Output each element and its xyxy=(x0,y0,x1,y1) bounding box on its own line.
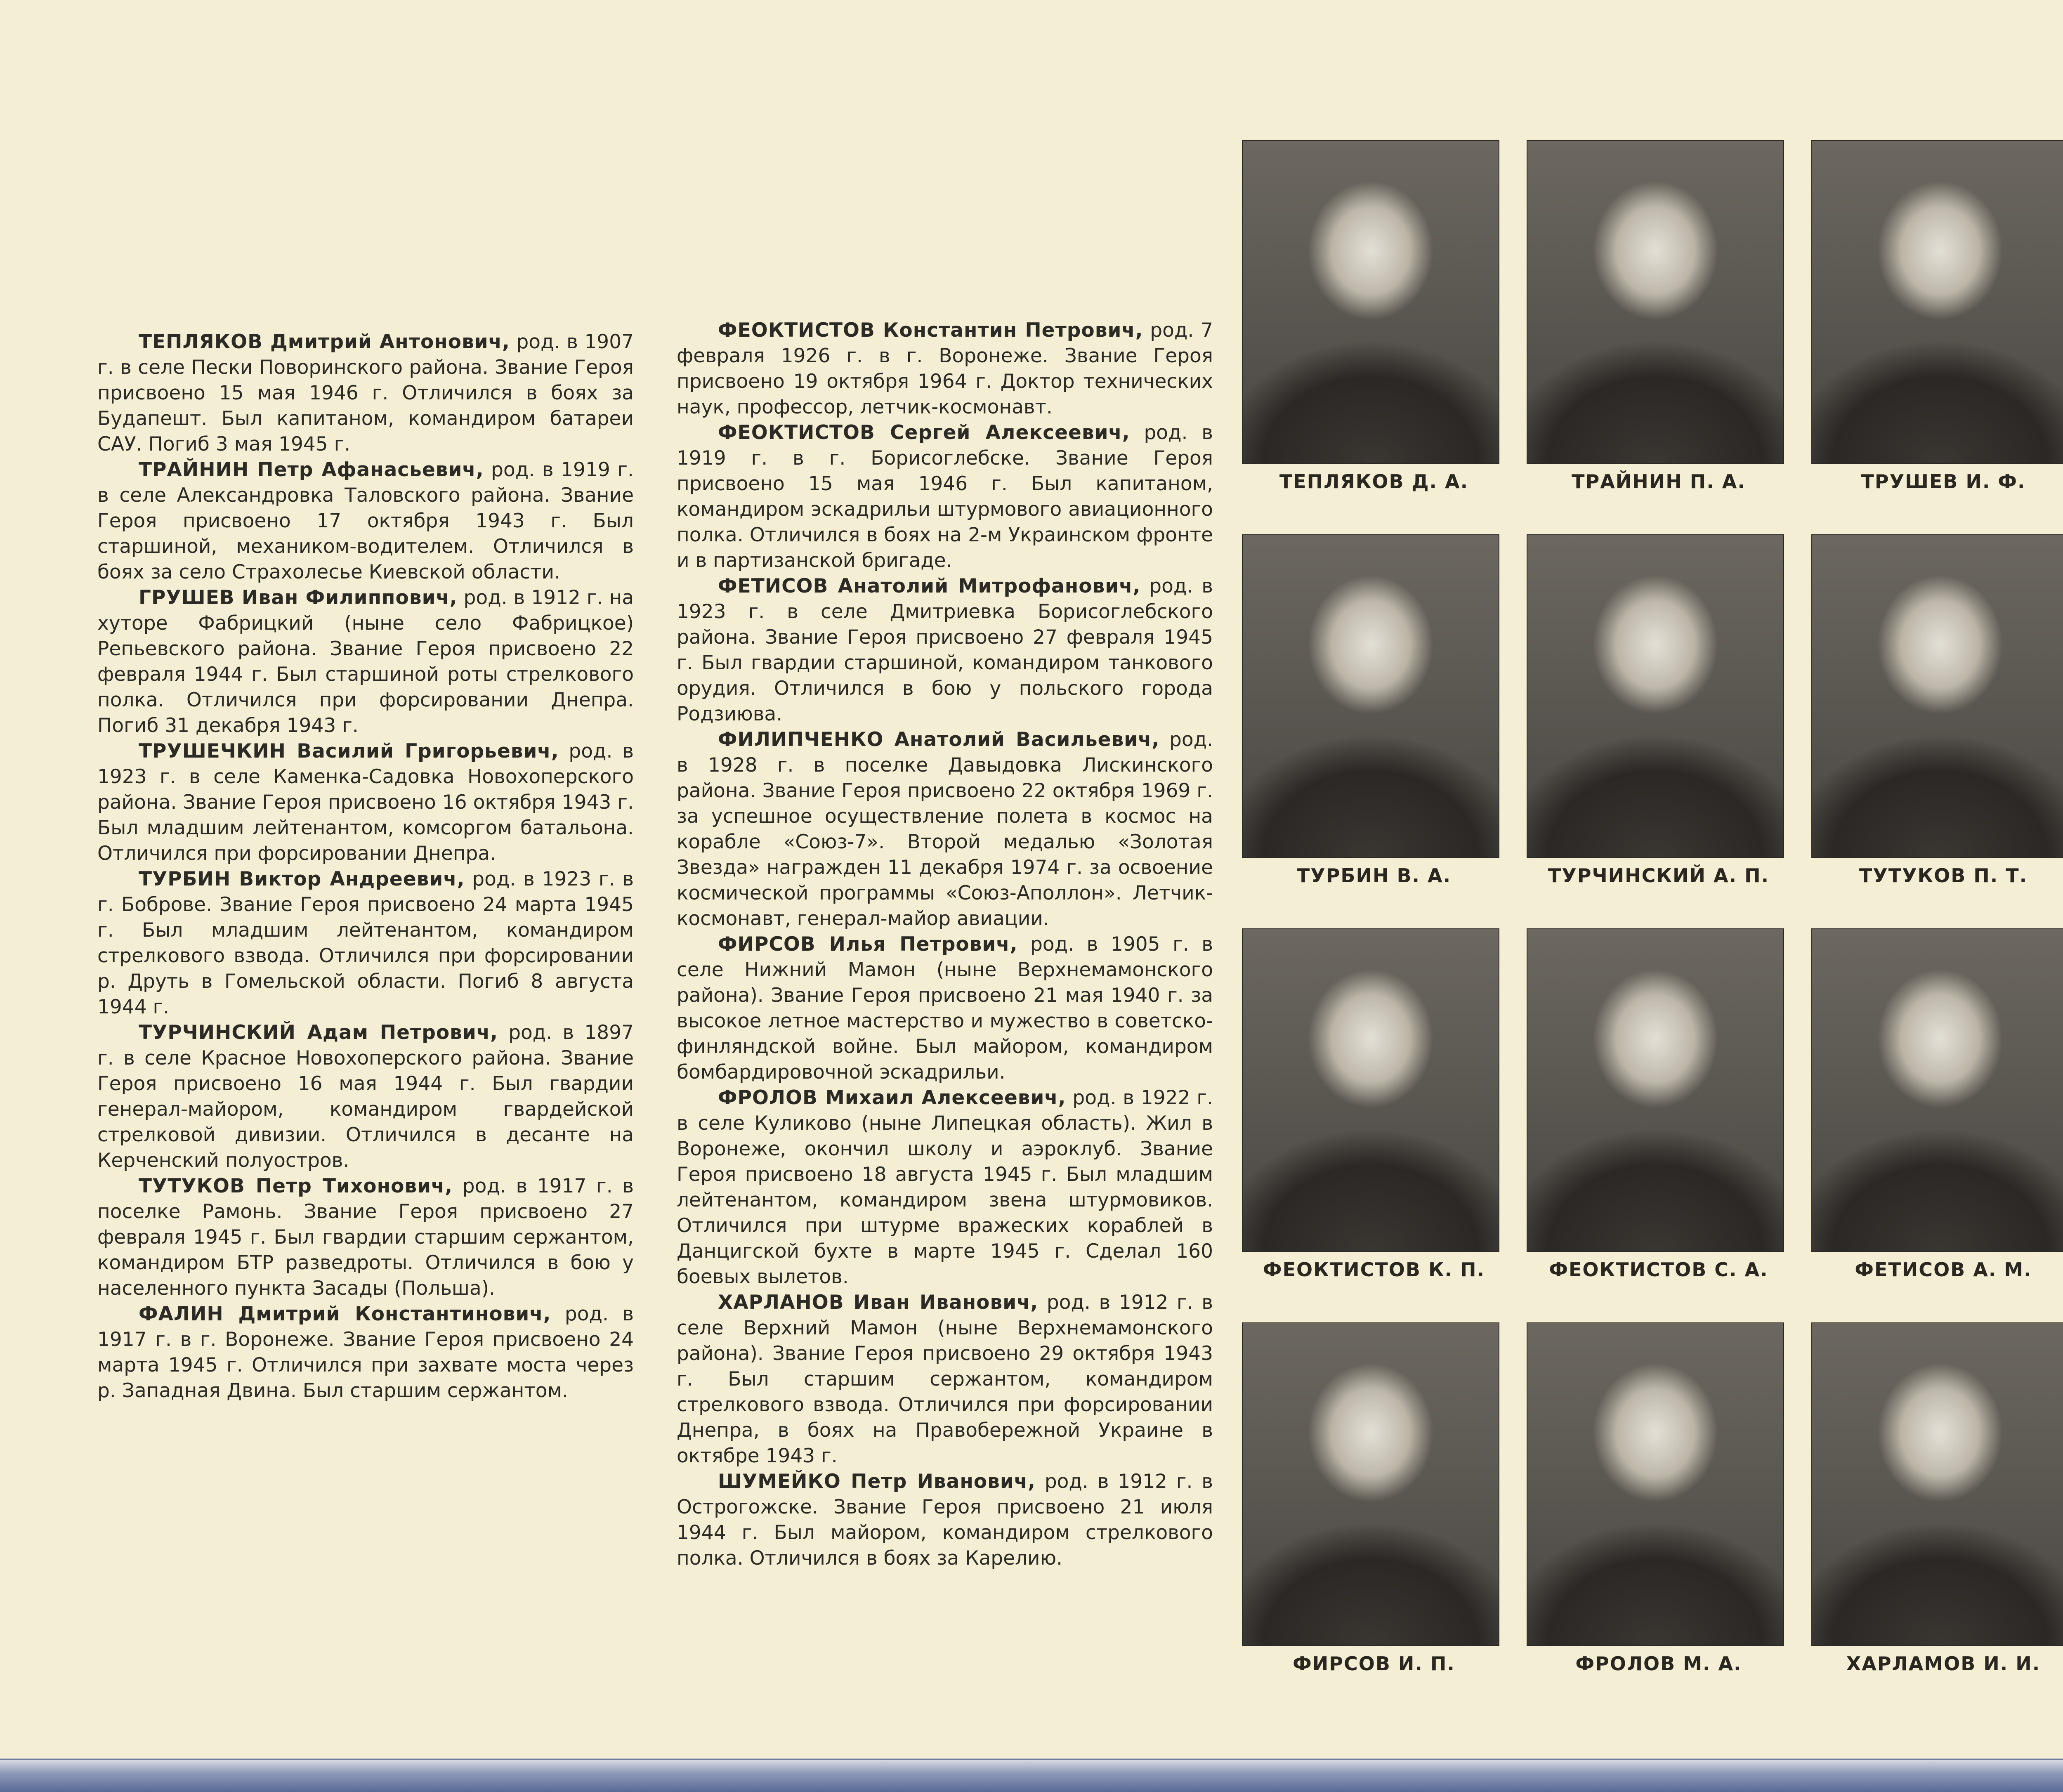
biography-entry xyxy=(677,318,1213,420)
portrait-photo xyxy=(1811,928,2063,1252)
hero-name: ФЕОКТИСТОВ Константин Петрович, xyxy=(718,319,1143,342)
biography-text: род. в 1919 г. в г. Борисоглебске. Звание Героя присвоено 15 мая 1946 г. Был капитаном, командиром эскадрильи штурмового авиационного полка. Отличился в боях на 2-м Украинском фронте и в партизанской бригаде. xyxy=(677,421,1213,572)
hero-name: ТРУШЕЧКИН Василий Григорьевич, xyxy=(139,740,559,763)
portrait-photo xyxy=(1527,534,1784,858)
portrait-caption: ФРОЛОВ М. А. xyxy=(1575,1653,1742,1675)
portrait-card xyxy=(1238,140,1502,528)
biography-text: род. 7 февраля 1926 г. в г. Воронеже. Звание Героя присвоено 19 октября 1964 г. Доктор технических наук, профессор, летчик-космонавт. xyxy=(677,319,1213,418)
biography-text: род. в 1912 г. на хуторе Фабрицкий (ныне село Фабрицкое) Репьевского района. Звание Героя присвоено 22 февраля 1944 г. Был старшиной роты стрелкового полка. Отличился при форсировании Днепра. Погиб 31 декабря 1943 г. xyxy=(97,586,634,737)
biography-text: род. в 1922 г. в селе Куликово (ныне Липецкая область). Жил в Воронеже, окончил школу и аэроклуб. Звание Героя присвоено 18 августа 1945 г. Был младшим лейтенантом, командиром звена штурмовиков. Отличился при штурме вражеских кораблей в Данцигской бухте в марте 1945 г. Сделал 160 боевых вылетов. xyxy=(677,1086,1213,1288)
portrait-card xyxy=(1522,140,1787,528)
portrait-caption: ХАРЛАМОВ И. И. xyxy=(1846,1653,2041,1675)
portrait-card xyxy=(1807,140,2063,528)
biography-entry xyxy=(677,1085,1213,1290)
portrait-photo xyxy=(1242,534,1499,858)
hero-name: ГРУШЕВ Иван Филиппович, xyxy=(139,586,458,609)
biography-text: род. в 1917 г. в г. Воронеже. Звание Героя присвоено 24 марта 1945 г. Отличился при захвате моста через р. Западная Двина. Был старшим сержантом. xyxy=(97,1303,634,1402)
hero-name: ХАРЛАНОВ Иван Иванович, xyxy=(718,1291,1039,1314)
biography-text: род. в 1897 г. в селе Красное Новохоперского района. Звание Героя присвоено 16 мая 1944 г. Был гвардии генерал-майором, командиром гвардейской стрелковой дивизии. Отличился в десанте на Керченский полуостров. xyxy=(97,1021,634,1172)
biography-text: род. в 1917 г. в поселке Рамонь. Звание Героя присвоено 27 февраля 1945 г. Был гвардии старшим сержантом, командиром БТР разведроты. Отличился в бою у населенного пункта Засады (Польша). xyxy=(97,1175,634,1300)
biography-entry xyxy=(97,1173,634,1301)
portrait-caption: ТРУШЕВ И. Ф. xyxy=(1861,470,2026,493)
portrait-caption: ТУТУКОВ П. Т. xyxy=(1859,864,2028,887)
biography-entry xyxy=(97,1301,634,1404)
biography-entry xyxy=(677,574,1213,727)
portrait-card xyxy=(1238,1322,1502,1710)
bottom-cover-edge xyxy=(0,1760,2063,1792)
portrait-photo xyxy=(1242,928,1499,1252)
biography-column-right xyxy=(677,318,1213,1571)
biography-entry xyxy=(97,739,634,866)
biography-text: род. в 1923 г. в селе Каменка-Садовка Новохоперского района. Звание Героя присвоено 16 октября 1943 г. Был младшим лейтенантом, комсоргом батальона. Отличился при форсировании Днепра. xyxy=(97,740,634,865)
portrait-photo xyxy=(1811,140,2063,464)
portrait-card xyxy=(1238,534,1502,922)
portrait-card xyxy=(1238,928,1502,1316)
portrait-caption: ФЕТИСОВ А. М. xyxy=(1855,1258,2032,1281)
hero-name: ТРАЙНИН Петр Афанасьевич, xyxy=(139,458,484,481)
biography-entry xyxy=(677,1469,1213,1571)
biography-text: род. в 1928 г. в поселке Давыдовка Лискинского района. Звание Героя присвоено 22 октября 1969 г. за успешное осуществление полета в космос на корабле «Союз-7». Второй медалью «Золотая Звезда» награжден 11 декабря 1974 г. за освоение космической программы «Союз-Аполлон». Летчик-космонавт, генерал-майор авиации. xyxy=(677,728,1213,930)
portrait-photo xyxy=(1527,928,1784,1252)
portrait-caption: ТУРЧИНСКИЙ А. П. xyxy=(1548,864,1770,887)
biography-entry xyxy=(97,1020,634,1173)
hero-name: ФИРСОВ Илья Петрович, xyxy=(718,933,1018,956)
portrait-caption: ТРАЙНИН П. А. xyxy=(1572,470,1746,493)
portrait-grid xyxy=(1238,140,2063,1692)
biography-entry xyxy=(97,329,634,457)
portrait-card xyxy=(1522,1322,1787,1710)
biography-entry xyxy=(677,420,1213,574)
biography-entry xyxy=(677,727,1213,932)
biography-column-left xyxy=(97,329,634,1404)
biography-text: род. в 1919 г. в селе Александровка Таловского района. Звание Героя присвоено 17 октября 1943 г. Был старшиной, механиком-водителем. Отличился в боях за село Страхолесье Киевской области. xyxy=(97,458,634,583)
hero-name: ФАЛИН Дмитрий Константинович, xyxy=(139,1303,551,1325)
hero-name: ТУРЧИНСКИЙ Адам Петрович, xyxy=(139,1021,498,1044)
portrait-card xyxy=(1807,534,2063,922)
hero-name: ТУТУКОВ Петр Тихонович, xyxy=(139,1175,453,1197)
biography-entry xyxy=(97,457,634,585)
portrait-caption: ТЕПЛЯКОВ Д. А. xyxy=(1279,470,1469,493)
portrait-photo xyxy=(1811,534,2063,858)
hero-name: ФИЛИПЧЕНКО Анатолий Васильевич, xyxy=(718,728,1160,751)
biography-entry xyxy=(677,1290,1213,1469)
hero-name: ТЕПЛЯКОВ Дмитрий Антонович, xyxy=(139,331,510,353)
portrait-photo xyxy=(1242,140,1499,464)
portrait-photo xyxy=(1242,1322,1499,1646)
biography-text: род. в 1912 г. в Острогожске. Звание Героя присвоено 21 июля 1944 г. Был майором, командиром стрелкового полка. Отличился в боях за Карелию. xyxy=(677,1470,1213,1570)
hero-name: ФРОЛОВ Михаил Алексеевич, xyxy=(718,1086,1066,1109)
portrait-photo xyxy=(1527,140,1784,464)
hero-name: ФЕТИСОВ Анатолий Митрофанович, xyxy=(718,575,1141,597)
biography-entry xyxy=(677,932,1213,1085)
biography-text: род. в 1923 г. в г. Боброве. Звание Героя присвоено 24 марта 1945 г. Был младшим лейтенантом, командиром стрелкового взвода. Отличился при форсировании р. Друть в Гомельской области. Погиб 8 августа 1944 г. xyxy=(97,868,634,1018)
biography-entry xyxy=(97,585,634,739)
portrait-caption: ФЕОКТИСТОВ С. А. xyxy=(1549,1258,1768,1281)
portrait-caption: ФИРСОВ И. П. xyxy=(1293,1653,1455,1675)
portrait-card xyxy=(1807,1322,2063,1710)
portrait-card xyxy=(1522,928,1787,1316)
portrait-caption: ТУРБИН В. А. xyxy=(1296,864,1452,887)
biography-text: род. в 1912 г. в селе Верхний Мамон (ныне Верхнемамонского района). Звание Героя присвоено 29 октября 1943 г. Был старшим сержантом, командиром стрелкового взвода. Отличился при форсировании Днепра, в боях на Правобережной Украине в октябре 1943 г. xyxy=(677,1291,1213,1467)
portrait-card xyxy=(1522,534,1787,922)
biography-text: род. в 1905 г. в селе Нижний Мамон (ныне Верхнемамонского района). Звание Героя присвоено 21 мая 1940 г. за высокое летное мастерство и мужество в советско-финляндской войне. Был майором, командиром бомбардировочной эскадрильи. xyxy=(677,933,1213,1084)
hero-name: ШУМЕЙКО Петр Иванович, xyxy=(718,1470,1036,1493)
biography-text: род. в 1923 г. в селе Дмитриевка Борисоглебского района. Звание Героя присвоено 27 февраля 1945 г. Был гвардии старшиной, командиром танкового орудия. Отличился в бою у польского города Родзиюва. xyxy=(677,575,1213,725)
portrait-photo xyxy=(1527,1322,1784,1646)
hero-name: ФЕОКТИСТОВ Сергей Алексеевич, xyxy=(718,421,1130,444)
hero-name: ТУРБИН Виктор Андреевич, xyxy=(139,868,465,890)
portrait-caption: ФЕОКТИСТОВ К. П. xyxy=(1263,1258,1485,1281)
biography-entry xyxy=(97,866,634,1020)
biography-text: род. в 1907 г. в селе Пески Поворинского района. Звание Героя присвоено 15 мая 1946 г. Отличился в боях за Будапешт. Был капитаном, командиром батареи САУ. Погиб 3 мая 1945 г. xyxy=(97,331,634,456)
portrait-photo xyxy=(1811,1322,2063,1646)
portrait-card xyxy=(1807,928,2063,1316)
